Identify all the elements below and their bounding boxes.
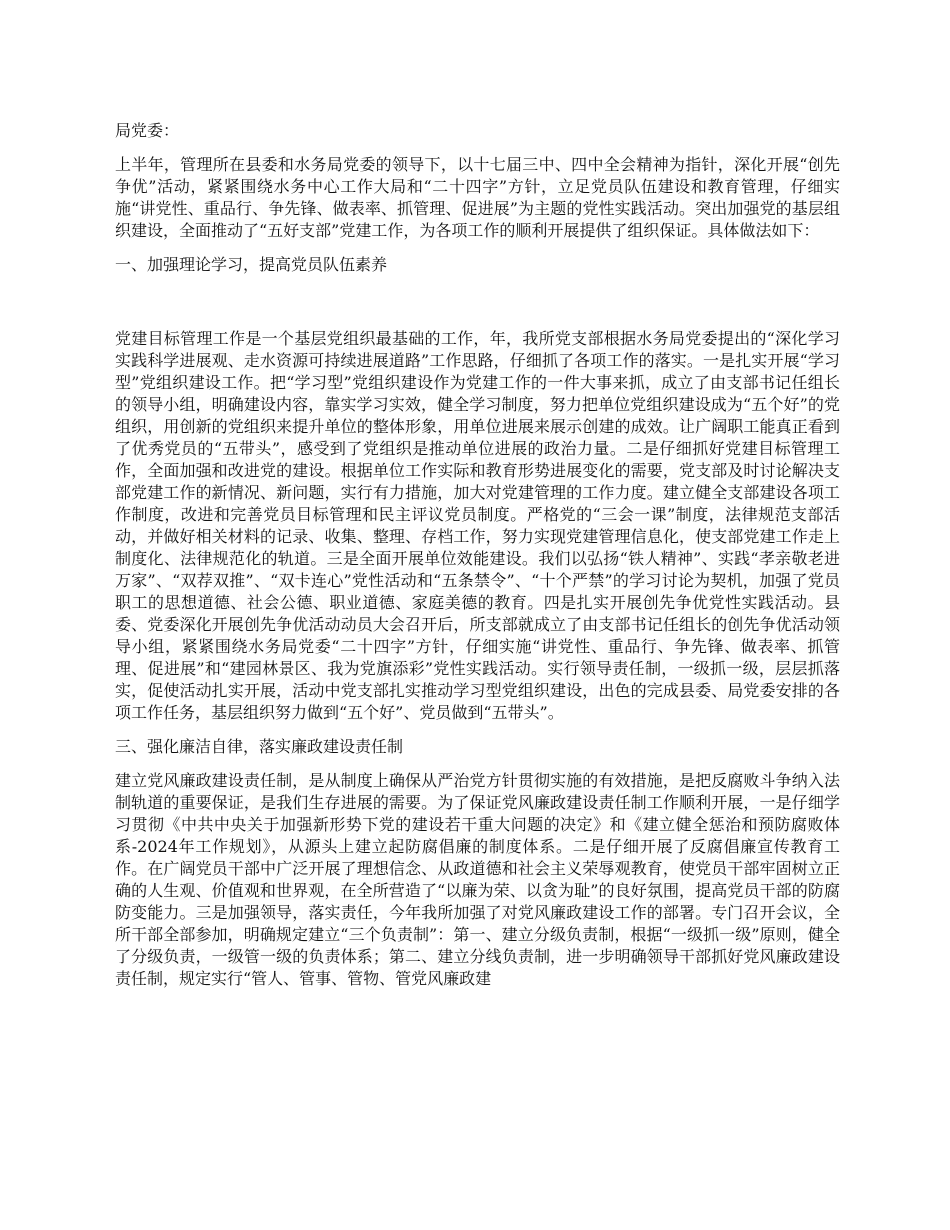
intro-paragraph: 上半年，管理所在县委和水务局党委的领导下，以十七届三中、四中全会精神为指针，深化开展“创先争优”活动，紧紧围绕水务中心工作大局和“二十四字”方针，立足党员队伍建设和教育管理，仔细实施“讲党性、重品行、争先锋、做表率、抓管理、促进展”为主题的党性实践活动。突出加强党的基层组织建设，全面推动了“五好支部”党建工作，为各项工作的顺利开展提供了组织保证。具体做法如下： — [115, 155, 840, 240]
section-heading-3: 三、强化廉洁自律，落实廉政建设责任制 — [115, 737, 404, 756]
section-heading-1: 一、加强理论学习，提高党员队伍素养 — [115, 255, 388, 274]
section-3-paragraph: 建立党风廉政建设责任制，是从制度上确保从严治党方针贯彻实施的有效措施，是把反腐败斗争纳入法制轨道的重要保证，是我们生存进展的需要。为了保证党风廉政建设责任制工作顺利开展，一是仔细学习贯彻《中共中央关于加强新形势下党的建设若干重大问题的决定》和《建立健全惩治和预防腐败体系-2024年工作规划》，从源头上建立起防腐倡廉的制度体系。二是仔细开展了反腐倡廉宣传教育工作。在广阔党员干部中广泛开展了理想信念、从政道德和社会主义荣辱观教育，使党员干部牢固树立正确的人生观、价值观和世界观，在全所营造了“以廉为荣、以贪为耻”的良好氛围，提高党员干部的防腐防变能力。三是加强领导，落实责任，今年我所加强了对党风廉政建设工作的部署。专门召开会议，全所干部全部参加，明确规定建立“三个负责制”：第一、建立分级负责制，根据“一级抓一级”原则，健全了分级负责，一级管一级的负责体系；第二、建立分线负责制，进一步明确领导干部抓好党风廉政建设责任制，规定实行“管人、管事、管物、管党风廉政建 — [115, 771, 840, 988]
section-1-paragraph: 党建目标管理工作是一个基层党组织最基础的工作，年，我所党支部根据水务局党委提出的“深化学习实践科学进展观、走水资源可持续进展道路”工作思路，仔细抓了各项工作的落实。一是扎实开展“学习型”党组织建设工作。把“学习型”党组织建设作为党建工作的一件大事来抓，成立了由支部书记任组长的领导小组，明确建设内容，靠实学习实效，健全学习制度，努力把单位党组织建设成为“五个好”的党组织，用创新的党组织来提升单位的整体形象，用单位进展来展示创建的成效。让广阔职工能真正看到了优秀党员的“五带头”，感受到了党组织是推动单位进展的政治力量。二是仔细抓好党建目标管理工作，全面加强和改进党的建设。根据单位工作实际和教育形势进展变化的需要，党支部及时讨论解决支部党建工作的新情况、新问题，实行有力措施，加大对党建管理的工作力度。建立健全支部建设各项工作制度，改进和完善党员目标管理和民主评议党员制度。严格党的“三会一课”制度，法律规范支部活动，并做好相关材料的记录、收集、整理、存档工作，努力实现党建管理信息化，使支部党建工作走上制度化、法律规范化的轨道。三是全面开展单位效能建设。我们以弘扬“铁人精神”、实践“孝亲敬老进万家”、“双荐双推”、“双卡连心”党性活动和“五条禁令”、“十个严禁”的学习讨论为契机，加强了党员职工的思想道德、社会公德、职业道德、家庭美德的教育。四是扎实开展创先争优党性实践活动。县委、党委深化开展创先争优活动动员大会召开后，所支部就成立了由支部书记任组长的创先争优活动领导小组，紧紧围绕水务局党委“二十四字”方针，仔细实施“讲党性、重品行、争先锋、做表率、抓管理、促进展”和“建园林景区、我为党旗添彩”党性实践活动。实行领导责任制，一级抓一级，层层抓落实，促使活动扎实开展，活动中党支部扎实推动学习型党组织建设，出色的完成县委、局党委安排的各项工作任务，基层组织努力做到“五个好”、党员做到“五带头”。 — [115, 329, 840, 722]
document-body — [115, 120, 840, 990]
salutation: 局党委： — [115, 121, 180, 140]
